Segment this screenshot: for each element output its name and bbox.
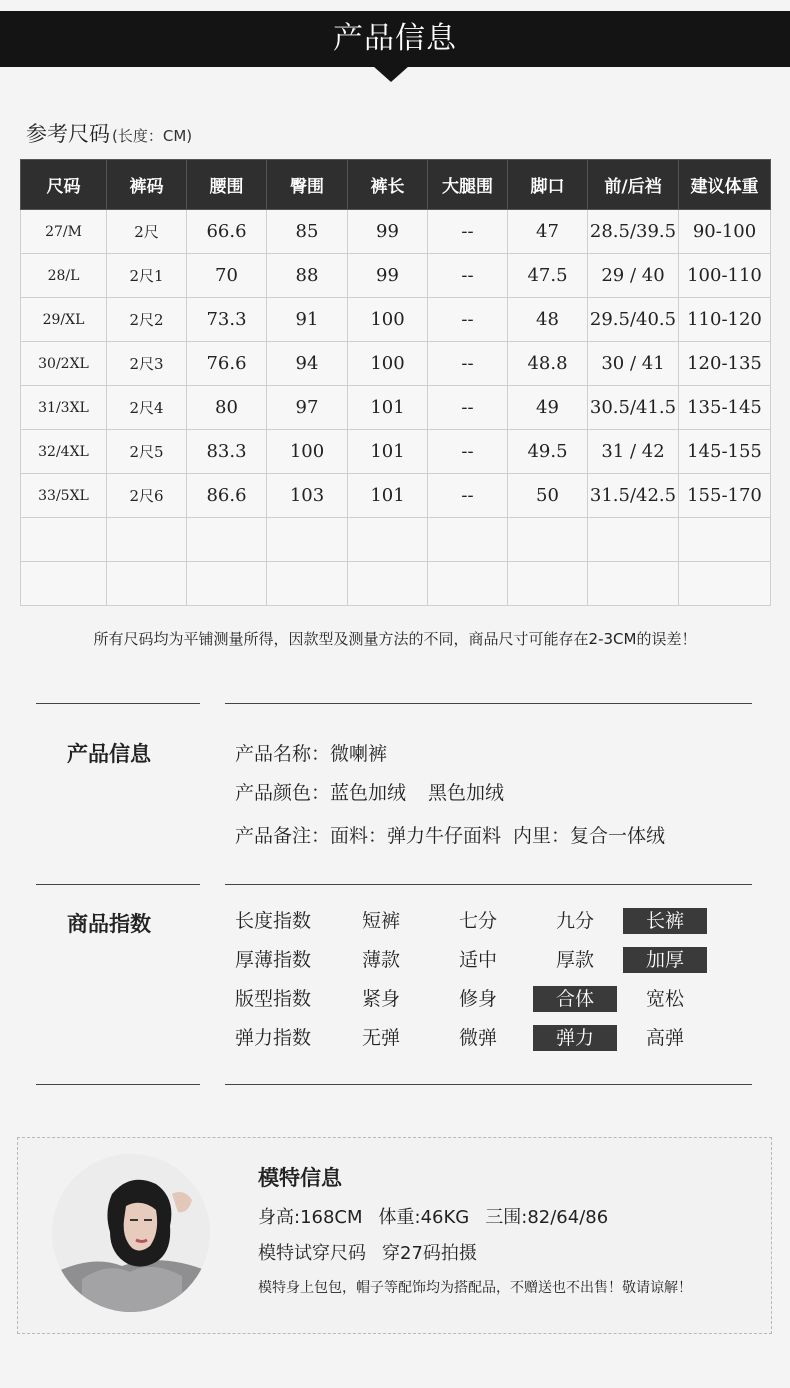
model-height: 身高:168CM (258, 1207, 363, 1228)
table-cell: 50 (508, 474, 588, 518)
model-stats-line (258, 1203, 608, 1229)
table-cell: 135-145 (679, 386, 771, 430)
model-size-value: 穿27码拍摄 (382, 1243, 477, 1264)
table-cell (588, 518, 679, 562)
column-header: 脚口 (508, 160, 588, 210)
table-cell: 120-135 (679, 342, 771, 386)
size-chart-unit: (长度：CM) (112, 127, 193, 145)
product-name-value: 微喇裤 (330, 743, 388, 765)
table-cell: 80 (187, 386, 267, 430)
table-cell: 29/XL (21, 298, 107, 342)
index-label: 商品指数 (67, 912, 151, 936)
table-cell: 31.5/42.5 (588, 474, 679, 518)
index-row (235, 908, 755, 936)
table-cell: 47 (508, 210, 588, 254)
index-row (235, 1025, 755, 1053)
table-cell: 76.6 (187, 342, 267, 386)
table-row (21, 210, 771, 254)
table-row (21, 342, 771, 386)
table-cell (107, 562, 187, 606)
model-size-line (258, 1239, 477, 1265)
index-option: 微弹 (458, 1027, 497, 1049)
model-title: 模特信息 (258, 1166, 342, 1190)
table-cell (21, 518, 107, 562)
table-cell: -- (428, 210, 508, 254)
column-header: 尺码 (21, 160, 107, 210)
table-cell: 100-110 (679, 254, 771, 298)
index-row (235, 986, 755, 1014)
table-cell: -- (428, 298, 508, 342)
table-cell: 99 (348, 254, 428, 298)
size-table-body (21, 210, 771, 606)
model-photo-icon (52, 1154, 210, 1312)
product-color-2: 黑色加绒 (428, 782, 505, 804)
size-table-header (21, 160, 771, 210)
model-measurements: 三围:82/64/86 (485, 1207, 609, 1228)
table-cell: 101 (348, 430, 428, 474)
table-cell: 100 (348, 342, 428, 386)
product-color-label: 产品颜色： (235, 782, 331, 804)
table-cell: 49.5 (508, 430, 588, 474)
table-cell: -- (428, 386, 508, 430)
table-cell: 2尺4 (107, 386, 187, 430)
divider (225, 703, 752, 704)
table-cell (679, 518, 771, 562)
index-option: 七分 (458, 910, 497, 932)
product-color-line (235, 778, 504, 805)
product-remark-label: 产品备注： (235, 825, 331, 847)
table-cell (508, 518, 588, 562)
table-cell: 88 (267, 254, 348, 298)
table-cell: 28.5/39.5 (588, 210, 679, 254)
table-row (21, 298, 771, 342)
table-cell: 83.3 (187, 430, 267, 474)
table-cell: 33/5XL (21, 474, 107, 518)
table-cell (588, 562, 679, 606)
table-cell: 101 (348, 386, 428, 430)
product-remark-1: 面料：弹力牛仔面料 (330, 825, 502, 847)
product-remark-2: 内里：复合一体绒 (513, 825, 666, 847)
table-cell: -- (428, 342, 508, 386)
column-header: 臀围 (267, 160, 348, 210)
table-cell: 103 (267, 474, 348, 518)
table-cell: -- (428, 474, 508, 518)
size-note: 所有尺码均为平铺测量所得，因款型及测量方法的不同，商品尺寸可能存在2-3CM的误差！ (93, 630, 697, 648)
table-cell: 47.5 (508, 254, 588, 298)
table-cell (679, 562, 771, 606)
table-cell (267, 562, 348, 606)
index-option: 无弹 (361, 1027, 400, 1049)
table-cell (187, 562, 267, 606)
table-cell: -- (428, 430, 508, 474)
table-cell (428, 518, 508, 562)
index-option: 厚款 (555, 949, 594, 971)
index-option-selected: 弹力 (533, 1025, 617, 1051)
index-option-selected: 加厚 (623, 947, 707, 973)
table-cell: 90-100 (679, 210, 771, 254)
column-header: 大腿围 (428, 160, 508, 210)
table-cell (21, 562, 107, 606)
column-header: 腰围 (187, 160, 267, 210)
table-row (21, 386, 771, 430)
table-cell (187, 518, 267, 562)
index-option: 修身 (458, 988, 497, 1010)
table-row (21, 254, 771, 298)
index-option: 宽松 (645, 988, 684, 1010)
table-cell: 155-170 (679, 474, 771, 518)
table-cell: 2尺1 (107, 254, 187, 298)
product-color-1: 蓝色加绒 (330, 782, 407, 804)
table-cell (267, 518, 348, 562)
table-cell: 70 (187, 254, 267, 298)
product-name-label: 产品名称： (235, 743, 331, 765)
table-cell: 99 (348, 210, 428, 254)
table-cell: 27/M (21, 210, 107, 254)
divider (36, 703, 200, 704)
header-arrow-icon (373, 66, 409, 82)
index-option: 高弹 (645, 1027, 684, 1049)
index-name: 厚薄指数 (235, 949, 312, 971)
index-option: 薄款 (361, 949, 400, 971)
table-cell: 30.5/41.5 (588, 386, 679, 430)
product-remark-line (235, 821, 665, 848)
table-row-empty (21, 518, 771, 562)
table-cell: 31/3XL (21, 386, 107, 430)
table-cell: 85 (267, 210, 348, 254)
table-cell: 48.8 (508, 342, 588, 386)
product-name-line (235, 739, 387, 766)
table-cell: 2尺5 (107, 430, 187, 474)
table-row (21, 474, 771, 518)
table-cell (348, 562, 428, 606)
table-cell: 101 (348, 474, 428, 518)
table-cell (107, 518, 187, 562)
table-cell: 97 (267, 386, 348, 430)
table-cell: 48 (508, 298, 588, 342)
index-option-selected: 合体 (533, 986, 617, 1012)
table-cell: 2尺6 (107, 474, 187, 518)
table-cell: 110-120 (679, 298, 771, 342)
table-cell: 86.6 (187, 474, 267, 518)
divider (36, 1084, 200, 1085)
index-name: 弹力指数 (235, 1027, 312, 1049)
table-cell: 2尺2 (107, 298, 187, 342)
table-cell: 100 (267, 430, 348, 474)
divider (225, 1084, 752, 1085)
index-row (235, 947, 755, 975)
table-cell: 30/2XL (21, 342, 107, 386)
index-option: 紧身 (361, 988, 400, 1010)
index-name: 长度指数 (235, 910, 312, 932)
table-cell: 145-155 (679, 430, 771, 474)
model-size-label: 模特试穿尺码 (258, 1243, 366, 1264)
column-header: 裤码 (107, 160, 187, 210)
divider (225, 884, 752, 885)
index-name: 版型指数 (235, 988, 312, 1010)
index-option: 适中 (458, 949, 497, 971)
table-cell (428, 562, 508, 606)
model-weight: 体重:46KG (378, 1207, 470, 1228)
table-row (21, 430, 771, 474)
table-cell: 49 (508, 386, 588, 430)
table-cell: 66.6 (187, 210, 267, 254)
table-cell: 32/4XL (21, 430, 107, 474)
table-cell: 30 / 41 (588, 342, 679, 386)
index-option: 九分 (555, 910, 594, 932)
table-cell: 2尺3 (107, 342, 187, 386)
index-option: 短裤 (361, 910, 400, 932)
table-cell (348, 518, 428, 562)
model-disclaimer: 模特身上包包，帽子等配饰均为搭配品，不赠送也不出售！敬请谅解！ (258, 1280, 692, 1296)
size-chart-title (26, 118, 192, 148)
table-cell: 2尺 (107, 210, 187, 254)
size-table (20, 159, 771, 606)
page-title: 产品信息 (333, 21, 457, 56)
table-cell: 29.5/40.5 (588, 298, 679, 342)
index-option-selected: 长裤 (623, 908, 707, 934)
table-cell: 28/L (21, 254, 107, 298)
divider (36, 884, 200, 885)
table-cell: 100 (348, 298, 428, 342)
table-cell: 31 / 42 (588, 430, 679, 474)
table-row-empty (21, 562, 771, 606)
table-cell: 91 (267, 298, 348, 342)
size-chart-title-text: 参考尺码 (26, 122, 110, 146)
table-cell: 73.3 (187, 298, 267, 342)
table-cell: -- (428, 254, 508, 298)
table-cell (508, 562, 588, 606)
column-header: 前/后裆 (588, 160, 679, 210)
product-info-label: 产品信息 (67, 742, 151, 766)
column-header: 裤长 (348, 160, 428, 210)
table-cell: 29 / 40 (588, 254, 679, 298)
column-header: 建议体重 (679, 160, 771, 210)
model-avatar (52, 1154, 210, 1312)
table-cell: 94 (267, 342, 348, 386)
